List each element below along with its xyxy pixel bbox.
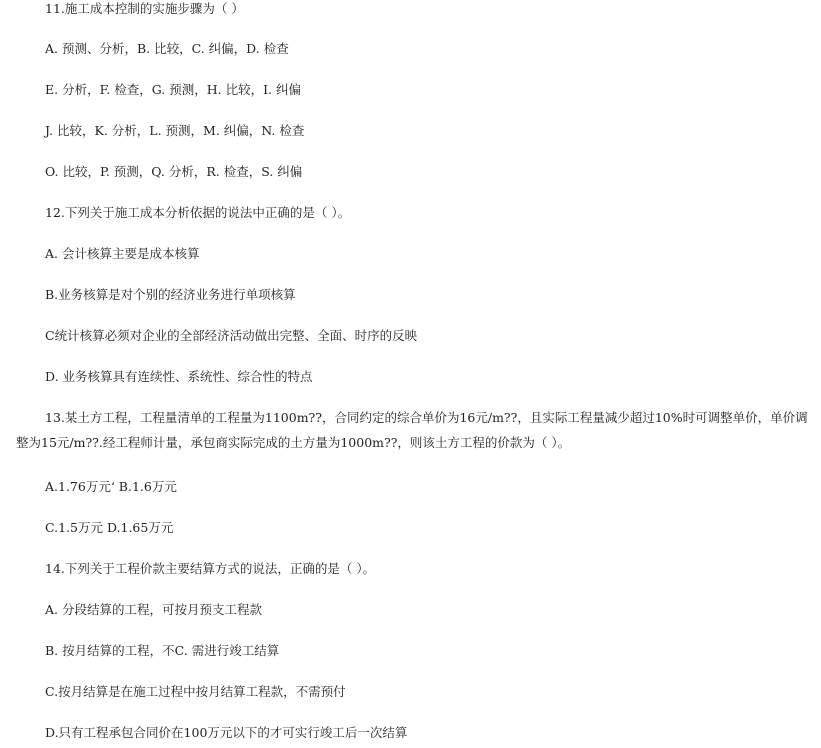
question-11-option-line-3: J. 比较，K. 分析，L. 预测，M. 纠偏，N. 检查 [45, 123, 305, 138]
question-11-option-line-2: E. 分析，F. 检查，G. 预测，H. 比较，I. 纠偏 [45, 82, 301, 97]
question-11-stem: 11.施工成本控制的实施步骤为（ ） [45, 1, 244, 16]
question-13-stem: 13.某土方工程，工程量清单的工程量为1100m??，合同约定的综合单价为16元/m??，且实际工程量减少超过10%时可调整单价，单价调整为15元/m??.经工程师计量，承包商实际完成的土方量为1000m??，则该土方工程的价款为（ ）。 [16, 410, 808, 450]
question-12-option-a: A. 会计核算主要是成本核算 [45, 246, 200, 261]
question-11-option-line-1: A. 预测、分析，B. 比较，C. 纠偏，D. 检查 [45, 41, 289, 56]
question-14-option-c: C.按月结算是在施工过程中按月结算工程款，不需预付 [45, 684, 346, 699]
question-12-option-b: B.业务核算是对个别的经济业务进行单项核算 [45, 287, 296, 302]
question-12-option-c: C统计核算必须对企业的全部经济活动做出完整、全面、时序的反映 [45, 328, 418, 343]
question-14-option-b: B. 按月结算的工程，不C. 需进行竣工结算 [45, 643, 280, 658]
question-14-option-d: D.只有工程承包合同价在100万元以下的才可实行竣工后一次结算 [45, 725, 408, 740]
question-14-option-a: A. 分段结算的工程，可按月预支工程款 [45, 602, 262, 617]
question-11-option-line-4: O. 比较，P. 预测，Q. 分析，R. 检查，S. 纠偏 [45, 164, 303, 179]
question-12-option-d: D. 业务核算具有连续性、系统性、综合性的特点 [45, 369, 313, 384]
question-14-stem: 14.下列关于工程价款主要结算方式的说法，正确的是（ ）。 [45, 561, 376, 576]
question-13-options-line-2: C.1.5万元 D.1.65万元 [45, 520, 174, 535]
question-13-options-line-1: A.1.76万元‘ B.1.6万元 [45, 479, 177, 494]
question-12-stem: 12.下列关于施工成本分析依据的说法中正确的是（ ）。 [45, 205, 351, 220]
